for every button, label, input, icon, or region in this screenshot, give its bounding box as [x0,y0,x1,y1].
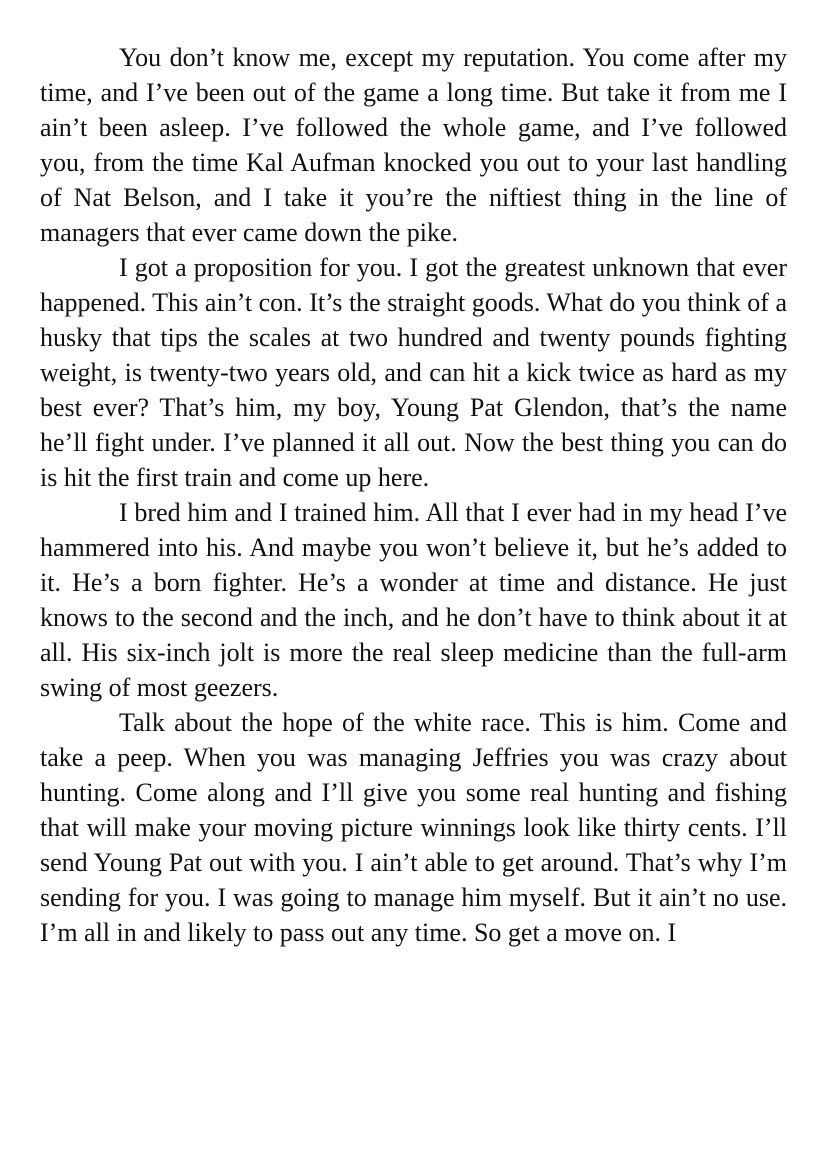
paragraph: You don’t know me, except my reputation. You come after my time, and I’ve been out of the game a long time. But take it from me I ain’t been asleep. I’ve followed the whole game, and I’ve followed you, from the time Kal Aufman knocked you out to your last handling of Nat Belson, and I take it you’re the niftiest thing in the line of managers that ever came down the pike. [40,43,787,247]
paragraph: I got a proposition for you. I got the greatest unknown that ever happened. This ain’t con. It’s the straight goods. What do you think of a husky that tips the scales at two hundred and twenty pounds fighting weight, is twenty-two years old, and can hit a kick twice as hard as my best ever? That’s him, my boy, Young Pat Glendon, that’s the name he’ll fight under. I’ve planned it all out. Now the best thing you can do is hit the first train and come up here. [40,253,787,492]
paragraph: I bred him and I trained him. All that I ever had in my head I’ve hammered into his. And maybe you won’t believe it, but he’s added to it. He’s a born fighter. He’s a wonder at time and distance. He just knows to the second and the inch, and he don’t have to think about it at all. His six-inch jolt is more the real sleep medicine than the full-arm swing of most geezers. [40,498,787,702]
document-page [40,40,787,950]
paragraph: Talk about the hope of the white race. This is him. Come and take a peep. When you was managing Jeffries you was crazy about hunting. Come along and I’ll give you some real hunting and fishing that will make your moving picture winnings look like thirty cents. I’ll send Young Pat out with you. I ain’t able to get around. That’s why I’m sending for you. I was going to manage him myself. But it ain’t no use. I’m all in and likely to pass out any time. So get a move on. I [40,708,787,947]
